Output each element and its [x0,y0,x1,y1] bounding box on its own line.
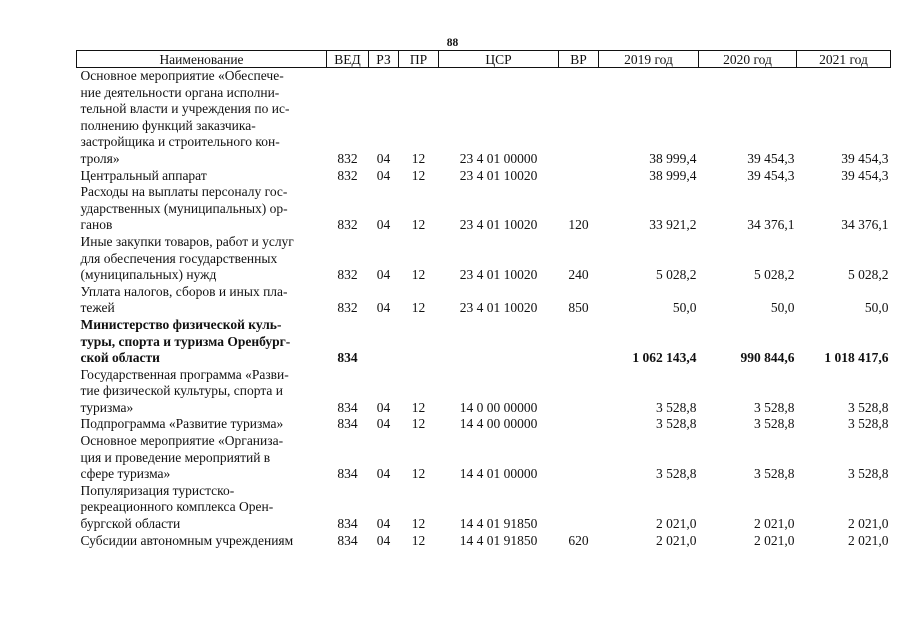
row-name: Министерство физической куль- туры, спорта и туризма Оренбург- ской области [80,316,291,366]
row-rz: 04 [376,217,391,233]
header-vr: ВР [559,51,599,68]
row-csr: 14 4 01 00000 [459,466,538,482]
row-name: Иные закупки товаров, работ и услуг для обеспечения государственных (муниципальных) нужд [80,233,294,283]
header-rz: РЗ [369,51,399,68]
row-2020: 34 376,1 [747,217,795,233]
row-2020: 3 528,8 [754,466,795,482]
row-2019: 50,0 [672,300,697,316]
row-csr: 14 0 00 00000 [459,399,538,415]
row-2019: 38 999,4 [649,167,697,183]
header-csr: ЦСР [439,51,559,68]
row-csr: 23 4 01 10020 [459,217,538,233]
row-2019: 33 921,2 [649,217,697,233]
table-row [77,184,891,234]
row-rz: 04 [376,399,391,415]
table-row [77,483,891,533]
table-row [77,284,891,317]
row-2019: 3 528,8 [656,416,697,432]
row-rz: 04 [376,267,391,283]
row-vr [559,168,599,185]
row-name: Расходы на выплаты персоналу гос- ударственных (муниципальных) ор- ганов [80,184,288,233]
page-number: 88 [446,37,459,49]
header-2019: 2019 год [599,51,699,68]
row-ved: 834 [337,416,358,432]
row-csr: 23 4 01 00000 [459,150,538,166]
table-row [77,168,891,185]
row-vr [559,433,599,483]
row-ved: 834 [337,350,358,366]
row-2019: 2 021,0 [656,516,697,532]
row-pr: 12 [411,466,426,482]
row-rz: 04 [376,532,391,548]
row-2020: 2 021,0 [754,516,795,532]
table-row [77,433,891,483]
row-2021: 39 454,3 [841,150,889,166]
table-row [77,234,891,284]
row-vr: 850 [568,300,589,316]
row-2019: 2 021,0 [656,532,697,548]
row-2021: 3 528,8 [848,466,889,482]
row-rz: 04 [376,516,391,532]
row-csr: 14 4 00 00000 [459,416,538,432]
row-pr: 12 [411,516,426,532]
row-ved: 832 [337,300,358,316]
row-pr [399,317,439,367]
row-vr [559,416,599,433]
row-vr [559,483,599,533]
row-rz: 04 [376,167,391,183]
row-ved: 832 [337,167,358,183]
row-csr: 23 4 01 10020 [459,267,538,283]
row-vr: 620 [568,532,589,548]
row-2020: 2 021,0 [754,532,795,548]
table-row [77,416,891,433]
row-2019: 3 528,8 [656,466,697,482]
table-row [77,533,891,550]
table-row [77,367,891,417]
header-2020: 2020 год [699,51,797,68]
budget-table [76,50,891,549]
row-name: Субсидии автономным учреждениям [80,532,294,548]
row-2019: 5 028,2 [656,267,697,283]
header-pr: ПР [399,51,439,68]
row-name: Государственная программа «Разви- тие физической культуры, спорта и туризма» [80,366,289,415]
header-2021: 2021 год [797,51,891,68]
row-name: Уплата налогов, сборов и иных пла- тежей [80,283,288,316]
row-vr [559,68,599,168]
row-2020: 39 454,3 [747,150,795,166]
row-rz [369,317,399,367]
row-name: Популяризация туристско- рекреационного комплекса Орен- бургской области [80,482,274,532]
row-2020: 3 528,8 [754,416,795,432]
row-ved: 834 [337,516,358,532]
row-ved: 832 [337,217,358,233]
table-header-row [77,51,891,68]
row-name: Центральный аппарат [80,167,207,183]
row-2020: 50,0 [770,300,795,316]
row-2020: 3 528,8 [754,399,795,415]
row-2021: 2 021,0 [848,516,889,532]
row-name: Подпрограмма «Развитие туризма» [80,416,284,432]
row-ved: 832 [337,267,358,283]
row-name: Основное мероприятие «Организа- ция и проведение мероприятий в сфере туризма» [80,433,284,482]
row-csr: 14 4 01 91850 [459,516,538,532]
row-pr: 12 [411,267,426,283]
row-vr: 240 [568,267,589,283]
row-pr: 12 [411,532,426,548]
row-2021: 3 528,8 [848,399,889,415]
row-2020: 39 454,3 [747,167,795,183]
row-vr: 120 [568,217,589,233]
row-ved: 834 [337,399,358,415]
row-2020: 5 028,2 [754,267,795,283]
row-csr: 23 4 01 10020 [459,167,538,183]
row-2019: 1 062 143,4 [632,350,697,366]
row-2021: 3 528,8 [848,416,889,432]
row-name: Основное мероприятие «Обеспече- ние деятельности органа исполни- тельной власти и учреждения по ис- полнению функций заказчика- застройщика и строительного кон- троля» [80,68,290,166]
row-rz: 04 [376,300,391,316]
row-ved: 834 [337,532,358,548]
header-ved: ВЕД [327,51,369,68]
row-2021: 2 021,0 [848,532,889,548]
row-csr: 14 4 01 91850 [459,532,538,548]
row-ved: 834 [337,466,358,482]
table-row [77,317,891,367]
row-csr: 23 4 01 10020 [459,300,538,316]
header-name: Наименование [77,51,327,68]
row-pr: 12 [411,300,426,316]
table-row [77,68,891,168]
row-2020: 990 844,6 [740,350,795,366]
row-rz: 04 [376,416,391,432]
row-rz: 04 [376,466,391,482]
row-ved: 832 [337,150,358,166]
row-vr [559,367,599,417]
row-2021: 39 454,3 [841,167,889,183]
row-pr: 12 [411,217,426,233]
row-pr: 12 [411,150,426,166]
row-2021: 50,0 [864,300,889,316]
row-vr [559,317,599,367]
row-rz: 04 [376,150,391,166]
row-2021: 34 376,1 [841,217,889,233]
row-2019: 38 999,4 [649,150,697,166]
row-2021: 1 018 417,6 [824,350,889,366]
row-csr [439,317,559,367]
row-2021: 5 028,2 [848,267,889,283]
row-pr: 12 [411,167,426,183]
row-2019: 3 528,8 [656,399,697,415]
row-pr: 12 [411,416,426,432]
row-pr: 12 [411,399,426,415]
